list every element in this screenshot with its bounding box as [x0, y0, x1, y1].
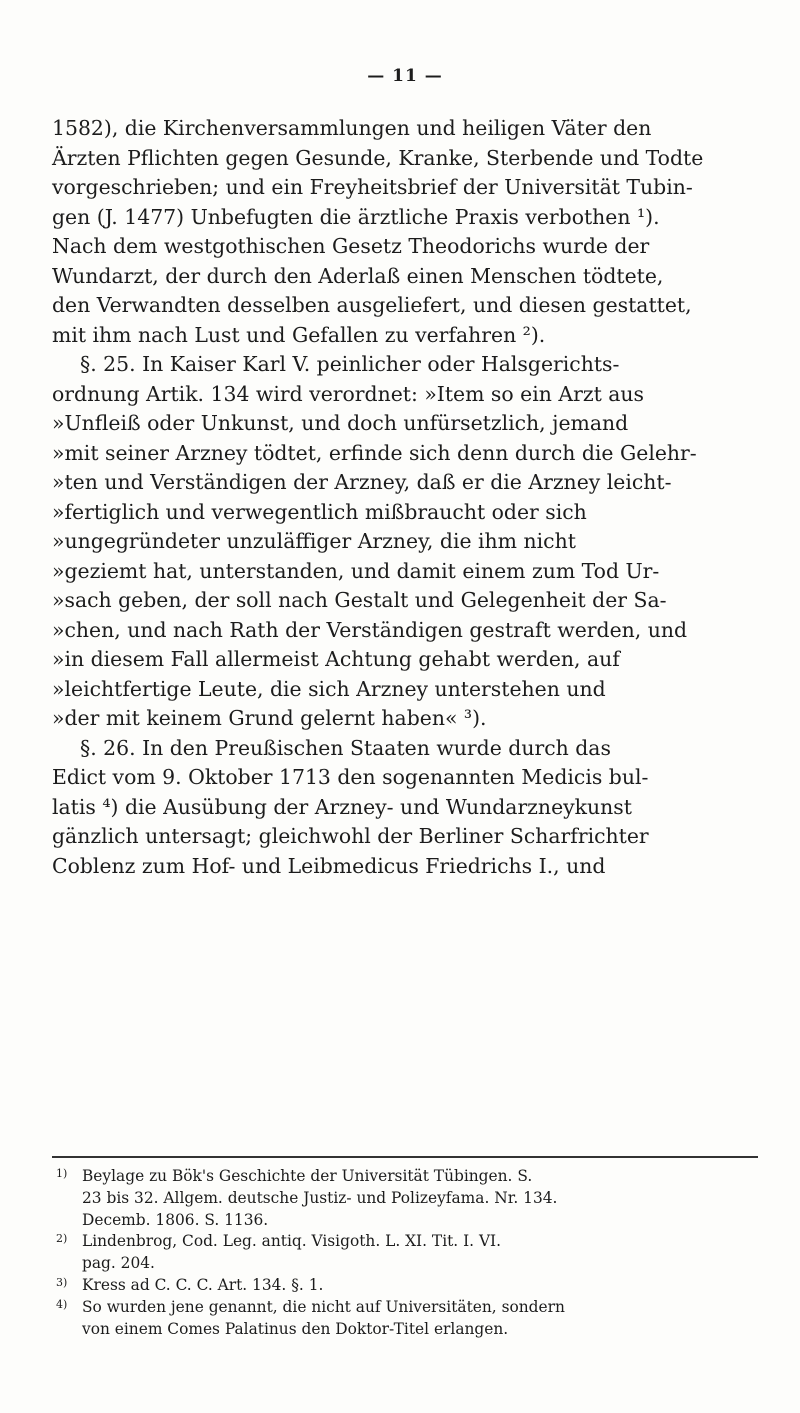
text-line: »in diesem Fall allermeist Achtung gehabt werden, auf [52, 647, 620, 671]
text-line: latis ⁴) die Ausübung der Arzney- und Wundarzneykunst [52, 794, 632, 819]
footnote-2 [52, 1231, 758, 1275]
paragraph-section-25 [52, 350, 758, 734]
text-line: »geziemt hat, unterstanden, und damit einem zum Tod Ur- [52, 558, 660, 583]
footnote-line: Beylage zu Bök's Geschichte der Universität Tübingen. S. [82, 1167, 533, 1185]
footnote-mark: 2) [56, 1232, 68, 1246]
footnote-mark: 1) [56, 1167, 68, 1180]
footnote-line: Lindenbrog, Cod. Leg. antiq. Visigoth. L. XI. Tit. I. VI. [82, 1232, 502, 1251]
text-line: gänzlich untersagt; gleichwohl der Berliner Scharfrichter [52, 824, 649, 848]
footnote-mark: 3) [56, 1275, 68, 1289]
text-line: ordnung Artik. 134 wird verordnet: »Item so ein Arzt aus [52, 381, 645, 406]
text-line: »ten und Verständigen der Arzney, daß er die Arzney leicht- [52, 470, 672, 494]
text-line: vorgeschrieben; und ein Freyheitsbrief der Universität Tubin- [52, 175, 693, 199]
footnote-line: Decemb. 1806. S. 1136. [82, 1210, 269, 1229]
text-line: den Verwandten desselben ausgeliefert, und diesen gestattet, [52, 293, 692, 317]
text-line: »sach geben, der soll nach Gestalt und Gelegenheit der Sa- [52, 588, 667, 612]
footnote-line: 23 bis 32. Allgem. deutsche Justiz- und Polizeyfama. Nr. 134. [82, 1188, 558, 1207]
main-text [52, 114, 758, 881]
text-line: »fertiglich und verwegentlich mißbraucht oder sich [52, 499, 587, 524]
footnote-line: So wurden jene genannt, die nicht auf Universitäten, sondern [82, 1297, 565, 1316]
footnote-line: pag. 204. [82, 1254, 155, 1273]
text-line: »leichtfertige Leute, die sich Arzney unterstehen und [52, 676, 606, 701]
footnote-divider [52, 1156, 758, 1158]
book-page [52, 0, 758, 1413]
paragraph-1 [52, 114, 758, 350]
page-number: — 11 — [367, 66, 443, 86]
paragraph-section-26 [52, 734, 758, 882]
text-line: Edict vom 9. Oktober 1713 den sogenannten Medicis bul- [52, 765, 649, 789]
text-line: §. 26. In den Preußischen Staaten wurde durch das [80, 735, 611, 760]
text-line: »ungegründeter unzuläffiger Arzney, die ihm nicht [52, 529, 576, 553]
footnote-mark: 4) [56, 1297, 68, 1311]
text-line: §. 25. In Kaiser Karl V. peinlicher oder Halsgerichts- [80, 352, 620, 376]
text-line: 1582), die Kirchenversammlungen und heiligen Väter den [52, 116, 652, 140]
footnote-line: von einem Comes Palatinus den Doktor-Titel erlangen. [82, 1319, 509, 1338]
text-line: Nach dem westgothischen Gesetz Theodorichs wurde der [52, 234, 650, 258]
text-line: »der mit keinem Grund gelernt haben« ³). [52, 706, 487, 730]
text-line: Wundarzt, der durch den Aderlaß einen Menschen tödtete, [52, 263, 664, 288]
text-line: mit ihm nach Lust und Gefallen zu verfahren ²). [52, 322, 546, 347]
text-line: »mit seiner Arzney tödtet, erfinde sich denn durch die Gelehr- [52, 440, 697, 465]
footnotes [52, 1166, 758, 1340]
text-line: Ärzten Pflichten gegen Gesunde, Kranke, Sterbende und Todte [52, 145, 704, 170]
text-line: »Unfleiß oder Unkunst, und doch unfürsetzlich, jemand [52, 411, 629, 435]
text-line: gen (J. 1477) Unbefugten die ärztliche Praxis verbothen ¹). [52, 204, 660, 229]
text-line: Coblenz zum Hof- und Leibmedicus Friedrichs I., und [52, 853, 606, 878]
footnote-1 [52, 1166, 758, 1231]
footnote-3 [52, 1275, 758, 1297]
footnote-4 [52, 1297, 758, 1341]
text-line: »chen, und nach Rath der Verständigen gestraft werden, und [52, 617, 688, 642]
footnote-line: Kress ad C. C. C. Art. 134. §. 1. [82, 1275, 324, 1294]
